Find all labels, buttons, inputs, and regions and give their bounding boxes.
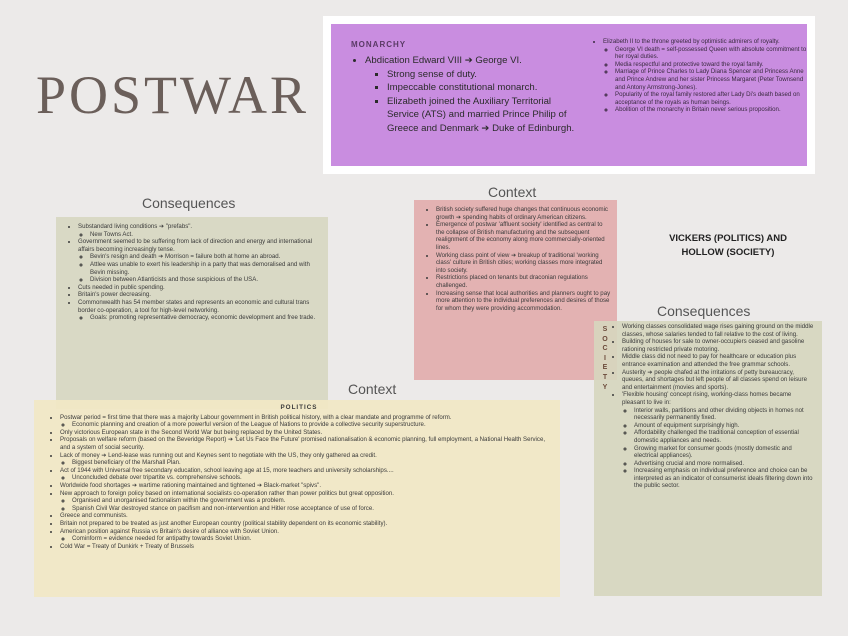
list-item-text: Only victorious European state in the Second World War but being replaced by the United States. bbox=[60, 428, 323, 436]
sub-list-item: ▪ Strong sense of duty. bbox=[387, 68, 581, 82]
list-item bbox=[622, 391, 816, 490]
sub-list-item: ◦ Interior walls, partitions and other dividing objects in homes not necessarily permanently fixed. bbox=[634, 407, 816, 422]
sub-list-item: ◦ Increasing emphasis on individual preference and choice can be interpreted as an indicator of consumerist ideals filtering down into the public sector. bbox=[634, 467, 816, 490]
sub-list-item: ◦ Media respectful and protective toward the royal family. bbox=[615, 61, 813, 69]
list-item bbox=[60, 490, 552, 513]
sub-list-item: ◦ Popularity of the royal family restored after Lady Di's death based on acceptance of the royals as human beings. bbox=[615, 91, 813, 106]
sub-list-item: ◦ Marriage of Prince Charles to Lady Diana Spencer and Princess Anne and Prince Andrew and her sister Princess Margaret (Peter Townsend and Antony Armstrong-Jones). bbox=[615, 68, 813, 91]
sub-list-item: ◦ Division between Atlanticists and those suspicious of the USA. bbox=[90, 276, 322, 284]
list-item-text: Cuts needed in public spending. bbox=[78, 283, 165, 291]
list-item bbox=[60, 414, 552, 429]
sub-list-item: ◦ Unconcluded debate over tripartite vs. comprehensive schools. bbox=[72, 474, 552, 482]
sub-list-item: ◦ Advertising crucial and more normalised. bbox=[634, 460, 816, 468]
list-item bbox=[60, 520, 552, 528]
vickers-hollow-label: VICKERS (POLITICS) AND HOLLOW (SOCIETY) bbox=[669, 233, 787, 258]
monarchy-panel bbox=[331, 24, 807, 166]
list-item-text: Emergence of postwar 'affluent society' identified as central to the collapse of British manufacturing and the subsequent realignment of the economy along more commercially-oriented lines. bbox=[436, 221, 605, 251]
list-item bbox=[436, 206, 611, 221]
list-item bbox=[78, 238, 322, 284]
monarchy-right-list bbox=[589, 38, 813, 114]
list-item-text: Cold War = Treaty of Dunkirk + Treaty of Brussels bbox=[60, 542, 194, 550]
sub-list-item: ◦ Biggest beneficiary of the Marshall Plan. bbox=[72, 459, 552, 467]
sub-list-item: ◦ Attlee was unable to exert his leadership in a party that was demoralised and with Bevin missing. bbox=[90, 261, 322, 276]
list-item bbox=[60, 467, 552, 482]
list-item bbox=[622, 353, 816, 368]
list-item-text: Greece and communists. bbox=[60, 512, 128, 520]
list-item-text: Proposals on welfare reform (based on the Beveridge Report) ➔ 'Let Us Face the Future' promised nationalisation & economic planning, full employment, a National Health Service, and a system of social security. bbox=[60, 436, 546, 451]
list-item-text: Lack of money ➔ Lend-lease was running out and Keynes sent to negotiate with the US, they only gathered aa credit. bbox=[60, 451, 377, 459]
list-item-text: Worldwide food shortages ➔ wartime rationing maintained and tightened ➔ Black-market "spivs". bbox=[60, 481, 322, 489]
list-item-text: Elizabeth II to the throne greeted by optimistic admirers of royalty. bbox=[603, 38, 780, 45]
context-top-box bbox=[414, 200, 617, 380]
list-item bbox=[603, 38, 813, 114]
list-item-text: Restrictions placed on tenants but draconian regulations challenged. bbox=[436, 274, 588, 289]
list-item-text: British society suffered huge changes that continuous economic growth ➔ spending habits of ordinary American citizens. bbox=[436, 206, 608, 221]
sub-list-item: ◦ Growing market for consumer goods (mostly domestic and electrical appliances). bbox=[634, 445, 816, 460]
list-item-text: Britain's power decreasing. bbox=[78, 291, 151, 299]
sub-list-item: ◦ New Towns Act. bbox=[90, 231, 322, 239]
list-item-text: Working class point of view ➔ breakup of traditional 'working class' culture in British cities; working classes more integrated into society. bbox=[436, 251, 603, 274]
list-item-text: Commonwealth has 54 member states and represents an economic and cultural trans border co-operation, a tool for high-level networking. bbox=[78, 298, 310, 314]
list-item-text: Abdication Edward VIII ➔ George VI. bbox=[365, 55, 522, 66]
list-item bbox=[78, 223, 322, 238]
consequences-left-box bbox=[56, 217, 328, 409]
list-item bbox=[622, 338, 816, 353]
sub-list-item: ◦ Economic planning and creation of a more powerful version of the League of Nations to provide a collective security superstructure. bbox=[72, 421, 552, 429]
list-item bbox=[365, 54, 581, 135]
list-item bbox=[60, 528, 552, 543]
list-item-text: American position against Russia vs Britain's desire of alliance with Soviet Union. bbox=[60, 527, 279, 535]
list-item-text: Working classes consolidated wage rises gaining ground on the middle classes, whose salaries tended to fall relative to the cost of living. bbox=[622, 323, 814, 338]
list-item bbox=[60, 512, 552, 520]
list-item bbox=[60, 429, 552, 437]
sub-list-item: ◦ Abolition of the monarchy in Britain never serious proposition. bbox=[615, 106, 813, 114]
sub-list-item: ◦ George VI death = self-possessed Queen with absolute commitment to her royal duties. bbox=[615, 46, 813, 61]
list-item bbox=[60, 452, 552, 467]
list-item bbox=[60, 543, 552, 551]
list-item-text: Act of 1944 with Universal free secondary education, school leaving age at 15, more teachers and university scholarships.... bbox=[60, 466, 394, 474]
list-item-text: Increasing sense that local authorities and planners ought to pay more attention to the individual preferences and desires of those for whom they were providing accommodation. bbox=[436, 289, 611, 312]
monarchy-left-list bbox=[351, 54, 581, 135]
list-item-text: Middle class did not need to pay for healthcare or education plus entrance examination and attended the free grammar schools. bbox=[622, 353, 797, 368]
list-item-text: Government seemed to be suffering from lack of direction and energy and international affairs becoming increasingly tense. bbox=[78, 238, 312, 253]
list-item-text: New approach to foreign policy based on international socialists co-operation rather than power politics but great opposition. bbox=[60, 489, 394, 497]
sub-list-item: ▪ Elizabeth joined the Auxiliary Territorial Service (ATS) and married Prince Philip of Greece and Denmark ➔ Duke of Edinburgh. bbox=[387, 95, 581, 136]
list-item-text: Britain not prepared to be treated as just another European country (political stability dependent on its economic stability). bbox=[60, 519, 388, 527]
society-list bbox=[608, 323, 816, 490]
sub-list-item: ▪ Impeccable constitutional monarch. bbox=[387, 81, 581, 95]
list-item bbox=[436, 274, 611, 289]
context-top-heading: Context bbox=[488, 184, 537, 200]
consequences-left-heading: Consequences bbox=[142, 195, 236, 211]
list-item bbox=[78, 284, 322, 292]
context-mid-heading: Context bbox=[348, 381, 397, 397]
list-item-text: 'Flexible housing' concept rising, working-class homes became pleasant to live in: bbox=[622, 391, 792, 406]
page-title: POSTWAR bbox=[36, 65, 310, 125]
sub-list-item: ◦ Bevin's resign and death ➔ Morrison = failure both at home an abroad. bbox=[90, 253, 322, 261]
sub-list-item: ◦ Cominform = evidence needed for antipathy towards Soviet Union. bbox=[72, 535, 552, 543]
sub-list-item: ◦ Organised and unorganised factionalism within the government was a problem. bbox=[72, 497, 552, 505]
list-item-text: Building of houses for sale to owner-occupiers ceased and gasoline rationing restricted private motoring. bbox=[622, 338, 805, 353]
list-item bbox=[60, 482, 552, 490]
sub-list-item: ◦ Affordability challenged the traditional conception of essential domestic appliances and needs. bbox=[634, 429, 816, 444]
list-item bbox=[622, 369, 816, 392]
list-item-text: Postwar period = first time that there was a majority Labour government in British political history, with a clear mandate and programme of reform. bbox=[60, 413, 452, 421]
list-item bbox=[436, 252, 611, 275]
sub-list-item: ◦ Goals: promoting representative democracy, economic development and free trade. bbox=[90, 314, 322, 322]
society-vertical-label: S O C I E T Y bbox=[602, 326, 608, 391]
list-item-text: Austerity ➔ people chafed at the irritations of petty bureaucracy, queues, and shortages but left people of all classes spend on leisure and entertainment (movies and sports). bbox=[622, 368, 807, 391]
politics-heading: POLITICS bbox=[280, 404, 318, 411]
sub-list-item: ◦ Amount of equipment surprisingly high. bbox=[634, 422, 816, 430]
list-item bbox=[78, 299, 322, 322]
monarchy-heading: MONARCHY bbox=[351, 40, 407, 49]
politics-box bbox=[34, 400, 560, 597]
list-item bbox=[436, 290, 611, 313]
society-box bbox=[594, 321, 822, 596]
list-item bbox=[60, 436, 552, 451]
sub-list-item: ◦ Spanish Civil War destroyed stance on pacifism and non-intervention and Hitler rose acceptance of use of force. bbox=[72, 505, 552, 513]
list-item bbox=[622, 323, 816, 338]
list-item bbox=[436, 221, 611, 251]
list-item-text: Substandard living conditions ➔ "prefabs". bbox=[78, 223, 193, 230]
list-item bbox=[78, 291, 322, 299]
consequences-right-heading: Consequences bbox=[657, 303, 751, 319]
monarchy-card bbox=[323, 16, 815, 174]
